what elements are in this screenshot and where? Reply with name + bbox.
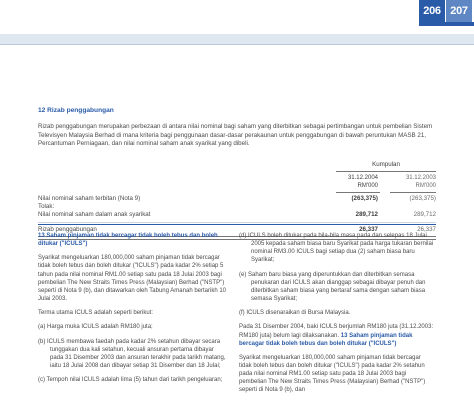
section-13-para-2: Terma utama ICULS adalah seperti berikut: [38, 310, 154, 317]
page-number-right: 207 [446, 0, 472, 22]
term-item-a: (a) Harga mukа ICULS adalah RM180 juta; [38, 324, 153, 331]
section-12-intro: Rizab penggabungan merupakan perbezaan di antara nilai nominal bagi saham yang diterbitkan sebagai pertimbangan untuk pembelian Sistem Televisyen Malaysia Berhad di mana kriteria bagi penggunaan dasar-dasar perakaunan untuk penggabungan di bawah peruntukan MASB 21, Percantuman Perniagaan, dan nilai nominal saham anak syarikat yang dibeli. [38, 123, 433, 148]
row-value-2004: 26,337 [359, 226, 378, 233]
page-number-left: 206 [419, 0, 445, 22]
section-13-left-column [38, 232, 226, 391]
col2-header [384, 175, 436, 190]
row-value-2004: (263,375) [351, 195, 378, 202]
term-item-c: (c) Tempoh nilai ICULS adalah lima (5) tahun dari tarikh pengeluaran; [38, 377, 223, 384]
header-rule [0, 34, 474, 44]
row-label: Nilai nominal saham dalam anak syarikat [38, 211, 151, 218]
term-item-d: (d) ICULS boleh ditukar pada bila-bila masa pada dan selepas 18 Julai 2005 kepada saham biasa baru Syarikat pada harga tukaran bernilai nominal RM3.00 ICULS bagi setiap dua (2) saham biasa baru Syarikat; [239, 233, 434, 264]
col1-unit: RM'000 [357, 182, 378, 189]
term-item-f: (f) ICULS disenaraikan di Bursa Malaysia. [239, 310, 351, 317]
col2-date: 31.12.2003 [405, 175, 436, 181]
table-row [38, 195, 436, 203]
term-item-b: (b) ICULS membawa faedah pada kadar 2% setahun dibayar secara tunggakan dua kali setahun, kecuali ansuran pertama dibayar pada 31 Disember 2003 dan ansuran terakhir pada tarikh matang, iaitu 18 Julai 2008 dan dibayar setiap 31 Disember dan 18 Julai; [38, 338, 226, 369]
table-row [38, 203, 436, 211]
table-row [38, 211, 436, 219]
page-number-underline [419, 22, 474, 26]
section-divider [38, 224, 436, 225]
table-group-rule [336, 171, 436, 172]
para-3-link-title: 13 Saham pinjaman tidak bercagar tidak boleh tebus dan boleh ditukar ("ICULS") [239, 332, 413, 347]
row-label: Nilai nominal saham terbitan (Nota 9) [38, 195, 141, 202]
col2-header-rule [390, 192, 436, 193]
section-13-para-1: Syarikat mengeluarkan 180,000,000 saham pinjaman tidak bercagar tidak boleh tebus dan boleh ditukar ("ICULS") pada kadar 2% setiap 5 tahun pada nilai nominal RM1.00 setiap satu pada 18 Julai 2003 bagi pembelian The New Straits Times Press (Malaysian) Berhad ("NSTP") seperti di Nota 9 (b), dan ditawarkan oleh Tabung Amanah bertarikh 10 Julai 2003. [38, 255, 227, 302]
col2-unit: RM'000 [415, 182, 436, 189]
row-value-2003: (263,375) [409, 195, 436, 202]
row-label: Tolak: [38, 203, 55, 210]
col1-date: 31.12.2004 [347, 175, 378, 181]
col1-header-rule [336, 192, 380, 193]
section-divider-shadow [38, 222, 436, 223]
section-12-title: 12 Rizab penggabungan [38, 107, 114, 114]
row-value-2004: 289,712 [355, 211, 378, 218]
section-13-para-4: Syarikat mengeluarkan 180,000,000 saham pinjaman tidak bercagar tidak boleh tebus dan boleh ditukar ("ICULS") pada kadar 2% setahun pada nilai nominal RM1.00 setiap satu pada 18 Julai 2003 bagi pembelian The New Straits Times Press (Malaysian) Berhad ("NSTP") seperti di Nota 9 (b), dan [239, 354, 426, 394]
header-rule-line [0, 44, 474, 45]
header-band [0, 0, 474, 28]
col1-header [326, 175, 378, 190]
section-13-title: 13 Saham pinjaman tidak bercagar tidak boleh tebus dan boleh ditukar ("ICULS") [38, 233, 218, 248]
row-label: Rizab penggabungan [38, 226, 97, 233]
table-group-header: Kumpulan [372, 161, 400, 168]
section-13-right-column [239, 232, 435, 401]
section-13-para-3 [239, 323, 435, 347]
row-value-2003: 289,712 [413, 211, 436, 218]
para-3-text: Pada 31 Disember 2004, baki ICULS berjumlah RM180 juta (31.12.2003: RM180 juta) belum lagi dilaksanakan. [239, 324, 434, 339]
term-item-e: (e) Saham baru biasa yang diperuntukkan dan diterbitkan semasa penukaran dari ICULS akan dianggap sebagai dibayar penuh dan diterbitkan saham biasa yang bertaraf sama dengan saham biasa semasa Syarikat; [239, 271, 426, 302]
row-value-2003: 26,337 [417, 226, 436, 233]
